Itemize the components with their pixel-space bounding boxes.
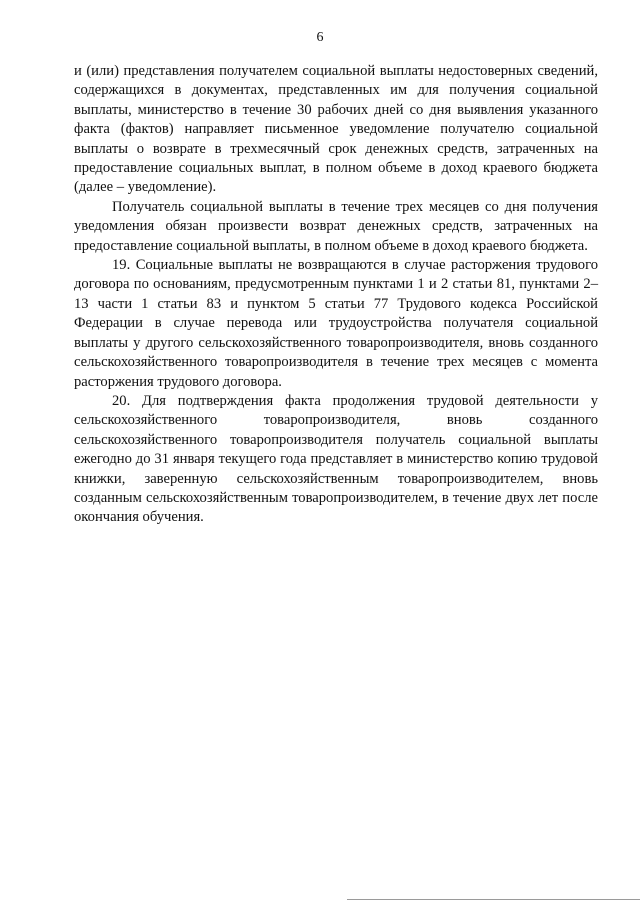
paragraph-clause-20: 20. Для подтверждения факта продолжения трудовой деятельности у сельскохозяйственного товаропроизводителя, вновь созданного сельскохозяйственного товаропроизводителя получатель социальной выплаты ежегодно до 31 января текущего года представляет в министерство копию трудовой книжки, заверенную сельскохозяйственным товаропроизводителем, вновь созданным сельскохозяйственным товаропроизводителем, в течение двух лет после окончания обучения. [74,392,598,526]
scan-edge-line [347,899,640,900]
paragraph-clause-19: 19. Социальные выплаты не возвращаются в случае расторжения трудового договора по основаниям, предусмотренным пунктами 1 и 2 статьи 81, пунктами 2–13 части 1 статьи 83 и пунктом 5 статьи 77 Трудового кодекса Российской Федерации в случае перевода или трудоустройства получателя социальной выплаты у другого сельскохозяйственного товаропроизводителя, вновь созданного сельскохозяйственного товаропроизводителя в течение трех месяцев с момента расторжения трудового договора. [74,257,598,390]
paragraph-refund-obligation: Получатель социальной выплаты в течение трех месяцев со дня получения уведомления обязан произвести возврат денежных средств, затраченных на предоставление социальной выплаты, в полном объеме в доход краевого бюджета. [74,198,598,254]
page-number: 6 [316,30,324,45]
document-body [74,62,598,528]
paragraph-continuation: и (или) представления получателем социальной выплаты недостоверных сведений, содержащихся в документах, представленных им для получения социальной выплаты, министерство в течение 30 рабочих дней со дня выявления указанного факта (фактов) направляет письменное уведомление получателю социальной выплаты о возврате в трехмесячный срок денежных средств, затраченных на предоставление социальных выплат, в полном объеме в доход краевого бюджета (далее – уведомление). [74,63,598,196]
